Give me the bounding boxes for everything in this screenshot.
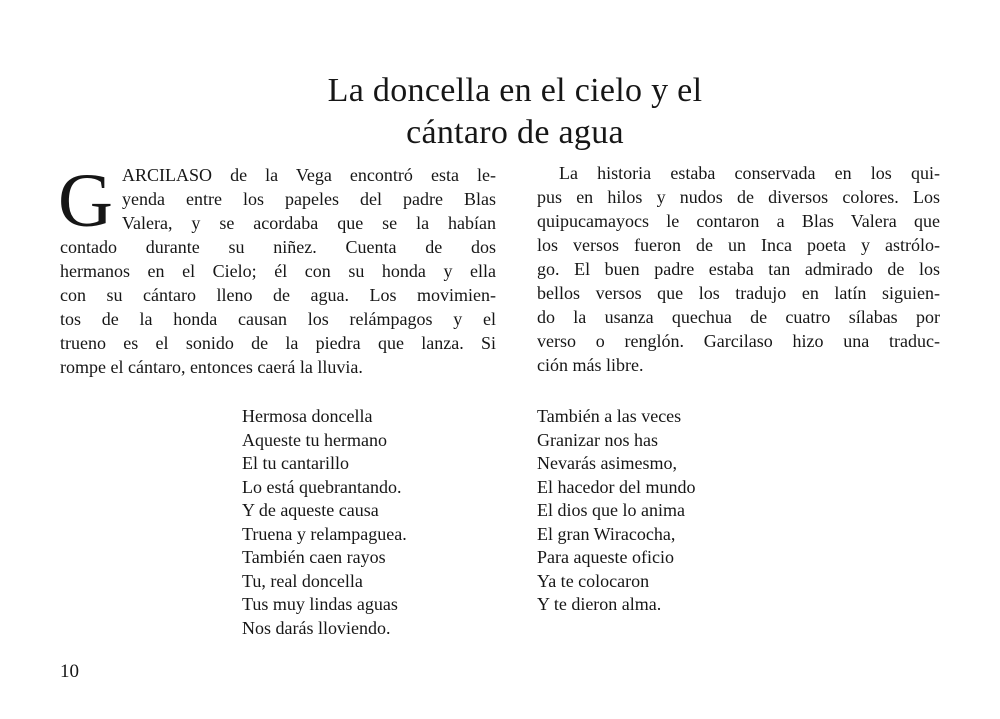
poem-verse: Tus muy lindas aguas: [242, 594, 398, 614]
paragraph-line: contado durante su niñez. Cuenta de dos: [60, 237, 496, 257]
poem-stanza-left: [242, 405, 407, 640]
paragraph-line: quipucamayocs le contaron a Blas Valera que: [537, 211, 940, 231]
paragraph-line: yenda entre los papeles del padre Blas: [122, 189, 496, 209]
poem-verse: También caen rayos: [242, 547, 386, 567]
poem-verse: También a las veces: [537, 406, 682, 426]
intro-paragraph-right: [537, 161, 940, 377]
poem-verse: Tu, real doncella: [242, 570, 363, 591]
poem-verse: Nos darás lloviendo.: [242, 617, 391, 638]
paragraph-line: do la usanza quechua de cuatro sílabas por: [537, 307, 940, 327]
page-title: [200, 70, 830, 154]
poem-verse: El gran Wiracocha,: [537, 523, 676, 544]
paragraph-line: con su cántaro lleno de agua. Los movimien-: [60, 285, 496, 305]
paragraph-line: tos de la honda causan los relámpagos y el: [60, 309, 496, 329]
paragraph-line: ARCILASO de la Vega encontró esta le-: [122, 165, 496, 185]
drop-cap: G: [58, 159, 113, 243]
poem-verse: El tu cantarillo: [242, 453, 349, 473]
poem-verse: Ya te colocaron: [537, 570, 650, 591]
paragraph-line: go. El buen padre estaba tan admirado de los: [537, 259, 940, 279]
paragraph-line: ción más libre.: [537, 355, 644, 375]
paragraph-line: Valera, y se acordaba que se la habían: [122, 213, 496, 233]
poem-verse: Para aqueste oficio: [537, 547, 674, 567]
poem-verse: Truena y relampaguea.: [242, 523, 407, 544]
poem-verse: Y te dieron alma.: [537, 594, 662, 614]
poem-verse: Granizar nos has: [537, 429, 658, 450]
poem-stanza-right: [537, 405, 695, 617]
poem-verse: Hermosa doncella: [242, 406, 373, 426]
poem-verse: Y de aqueste causa: [242, 500, 379, 520]
poem-verse: Nevarás asimesmo,: [537, 453, 677, 473]
title-line-2: cántaro de agua: [406, 114, 624, 151]
page-number: 10: [60, 661, 79, 682]
paragraph-line: La historia estaba conservada en los qui-: [559, 163, 940, 183]
intro-paragraph-left: [58, 159, 496, 379]
poem-verse: El hacedor del mundo: [537, 476, 696, 497]
poem-verse: Lo está quebrantando.: [242, 476, 402, 497]
paragraph-line: pus en hilos y nudos de diversos colores. Los: [537, 187, 940, 207]
paragraph-line: verso o renglón. Garcilaso hizo una traduc-: [537, 331, 940, 351]
paragraph-line: los versos fueron de un Inca poeta y astrólo-: [537, 235, 940, 255]
title-line-1: La doncella en el cielo y el: [327, 72, 703, 109]
poem-verse: El dios que lo anima: [537, 500, 685, 520]
paragraph-line: trueno es el sonido de la piedra que lanza. Si: [60, 333, 496, 353]
paragraph-line: bellos versos que los tradujo en latín siguien-: [537, 283, 940, 303]
poem-verse: Aqueste tu hermano: [242, 429, 387, 450]
paragraph-line: hermanos en el Cielo; él con su honda y ella: [60, 261, 496, 281]
paragraph-line: rompe el cántaro, entonces caerá la lluvia.: [60, 357, 363, 377]
